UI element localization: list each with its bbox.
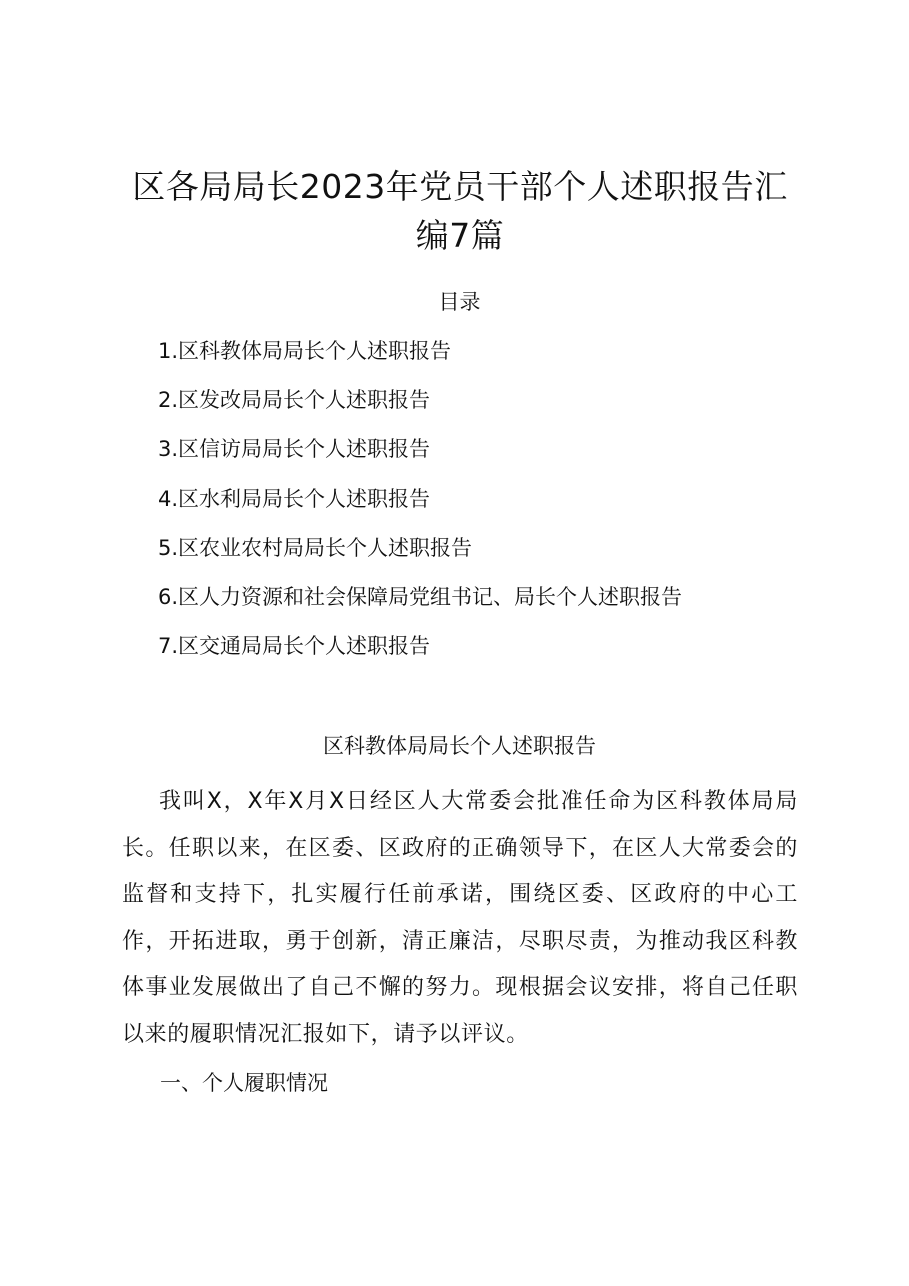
toc-item-1[interactable]: 1.区科教体局局长个人述职报告 <box>158 339 452 363</box>
toc-item-6[interactable]: 6.区人力资源和社会保障局党组书记、局长个人述职报告 <box>158 584 683 609</box>
toc-item-3[interactable]: 3.区信访局局长个人述职报告 <box>158 437 431 462</box>
body-paragraph: 我叫X，X年X月X日经区人大常委会批准任命为区科教体局局长。任职以来，在区委、区政府的正确领导下，在区人大常委会的监督和支持下，扎实履行任前承诺，围绕区委、区政府的中心工作，开拓进取，勇于创新，清正廉洁，尽职尽责，为推动我区科教体事业发展做出了自己不懈的努力。现根据会议安排，将自己任职以来的履职情况汇报如下，请予以评议。 <box>122 789 798 1047</box>
section-title: 区科教体局局长个人述职报告 <box>323 734 596 758</box>
toc-item-4[interactable]: 4.区水利局局长个人述职报告 <box>158 486 431 511</box>
document-title-line-2: 编7篇 <box>415 216 505 255</box>
toc-item-2[interactable]: 2.区发改局局长个人述职报告 <box>158 388 431 413</box>
document-title-line-1: 区各局局长2023年党员干部个人述职报告汇 <box>132 167 788 206</box>
toc-heading: 目录 <box>438 290 481 314</box>
table-of-contents <box>158 336 682 680</box>
toc-item-5[interactable]: 5.区农业农村局局长个人述职报告 <box>158 535 473 560</box>
toc-item-7[interactable]: 7.区交通局局长个人述职报告 <box>158 634 431 659</box>
section-subheading: 一、个人履职情况 <box>160 1071 328 1095</box>
